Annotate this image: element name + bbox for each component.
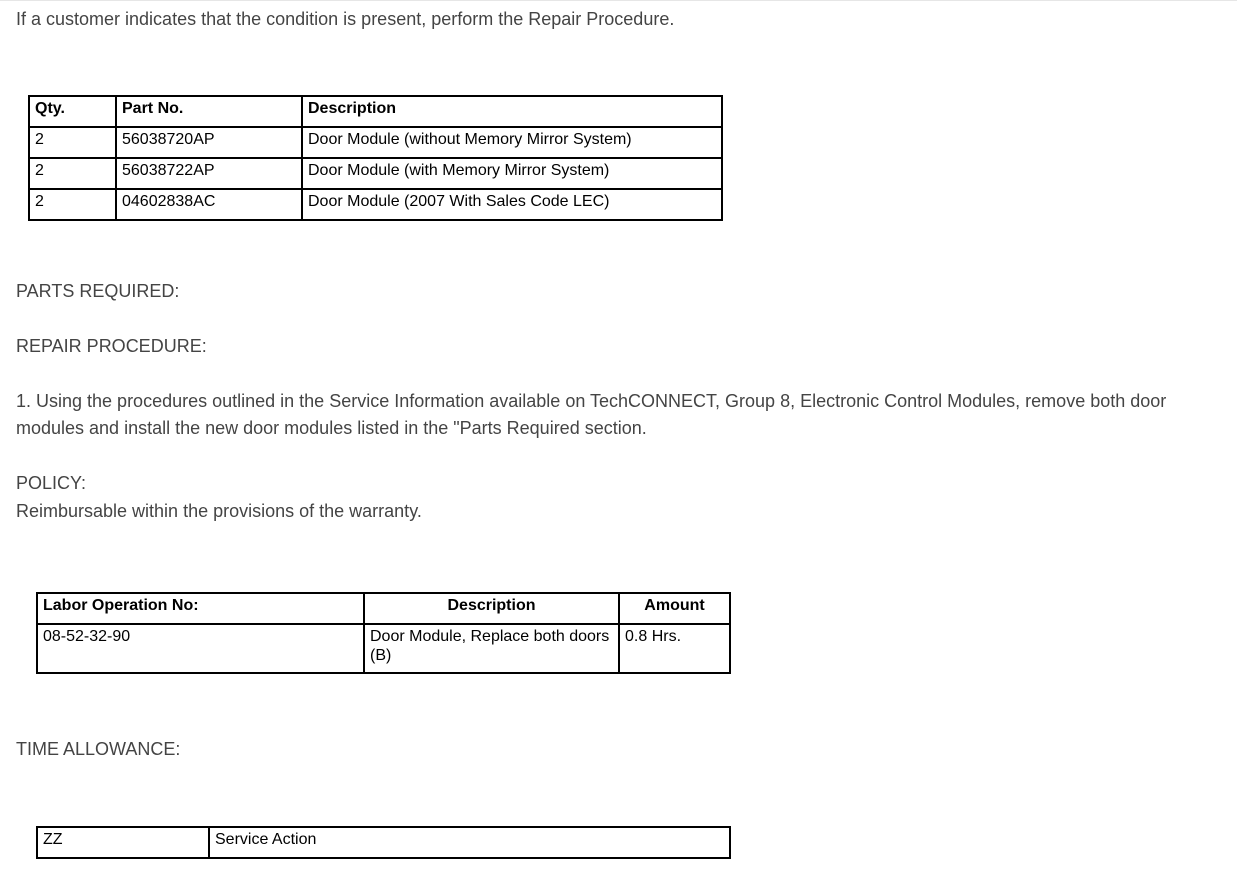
labor-amount-cell: 0.8 Hrs. [619, 624, 730, 673]
labor-header-amount: Amount [619, 593, 730, 624]
top-divider [0, 0, 1237, 1]
table-row [29, 158, 722, 189]
table-row [29, 189, 722, 220]
parts-part-no-cell: 04602838AC [116, 189, 302, 220]
table-row [37, 624, 730, 673]
action-code-cell: ZZ [37, 827, 209, 858]
parts-description-cell: Door Module (2007 With Sales Code LEC) [302, 189, 722, 220]
parts-header-description: Description [302, 96, 722, 127]
action-description-cell: Service Action [209, 827, 730, 858]
parts-part-no-cell: 56038720AP [116, 127, 302, 158]
table-row [29, 127, 722, 158]
parts-qty-cell: 2 [29, 158, 116, 189]
policy-text: Reimbursable within the provisions of the warranty. [16, 501, 422, 521]
service-action-table [36, 826, 731, 859]
parts-description-cell: Door Module (without Memory Mirror System) [302, 127, 722, 158]
labor-table-header-row [37, 593, 730, 624]
parts-header-part-no: Part No. [116, 96, 302, 127]
parts-required-heading: PARTS REQUIRED: [16, 281, 180, 301]
time-allowance-heading: TIME ALLOWANCE: [16, 739, 181, 759]
parts-table [28, 95, 723, 221]
labor-table [36, 592, 731, 674]
parts-header-qty: Qty. [29, 96, 116, 127]
labor-header-description: Description [364, 593, 619, 624]
parts-part-no-cell: 56038722AP [116, 158, 302, 189]
table-row [37, 827, 730, 858]
parts-qty-cell: 2 [29, 189, 116, 220]
repair-procedure-heading: REPAIR PROCEDURE: [16, 336, 207, 356]
labor-header-operation-no: Labor Operation No: [37, 593, 364, 624]
policy-heading: POLICY: [16, 473, 87, 493]
parts-description-cell: Door Module (with Memory Mirror System) [302, 158, 722, 189]
repair-step-1: 1. Using the procedures outlined in the Service Information available on TechCONNECT, Group 8, Electronic Control Modules, remove both door modules and install the new door modules listed in the "Parts Required section. [16, 391, 1167, 438]
labor-operation-no-cell: 08-52-32-90 [37, 624, 364, 673]
parts-table-header-row [29, 96, 722, 127]
intro-text: If a customer indicates that the condition is present, perform the Repair Procedure. [16, 9, 675, 29]
parts-qty-cell: 2 [29, 127, 116, 158]
labor-description-cell: Door Module, Replace both doors (B) [364, 624, 619, 673]
